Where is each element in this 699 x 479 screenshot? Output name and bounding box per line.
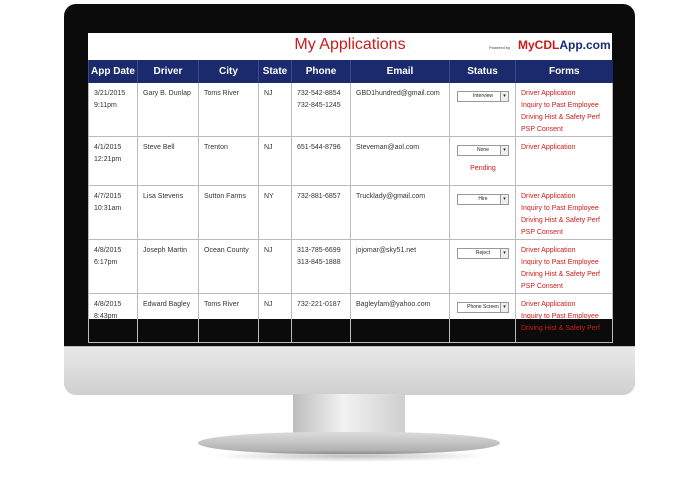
forms-cell [516, 83, 613, 137]
column-header-phone[interactable]: Phone [292, 60, 351, 83]
monitor-chin [64, 346, 635, 395]
phone-primary: 313-785-6699 [297, 247, 341, 254]
app-date-cell [89, 137, 138, 186]
status-value: None [477, 147, 489, 153]
app-date: 4/8/2015 [94, 301, 122, 308]
driver-cell: Lisa Stevens [138, 186, 199, 240]
status-cell [450, 294, 516, 343]
status-dropdown[interactable] [457, 145, 509, 156]
screen [88, 33, 612, 332]
powered-by-label: Powered by [489, 45, 511, 50]
form-link-driver-application[interactable]: Driver Application [521, 144, 576, 151]
app-time: 12:21pm [94, 156, 122, 163]
driver-cell: Joseph Martin [138, 240, 199, 294]
app-time: 8:43pm [94, 313, 118, 320]
status-dropdown[interactable] [457, 194, 509, 205]
phone-primary: 732-221-0187 [297, 301, 341, 308]
table-row [89, 294, 613, 343]
app-date-cell [89, 240, 138, 294]
forms-cell [516, 186, 613, 240]
column-header-city[interactable]: City [199, 60, 259, 83]
form-link-psp-consent[interactable]: PSP Consent [521, 229, 563, 236]
column-header-driver[interactable]: Driver [138, 60, 199, 83]
email-cell: Trucklady@gmail.com [351, 186, 450, 240]
form-link-driving-history[interactable]: Driving Hist & Safety Perf [521, 114, 600, 121]
city-cell: Toms River [199, 294, 259, 343]
app-date: 4/8/2015 [94, 247, 122, 254]
app-date: 4/1/2015 [94, 144, 122, 151]
app-date-cell [89, 186, 138, 240]
driver-cell: Steve Bell [138, 137, 199, 186]
app-time: 9:11pm [94, 102, 117, 109]
state-cell: NJ [259, 294, 292, 343]
status-value: Hire [478, 196, 488, 202]
status-cell [450, 240, 516, 294]
applications-table [88, 60, 613, 343]
forms-cell [516, 137, 613, 186]
email-cell: Steveman@aol.com [351, 137, 450, 186]
forms-cell [516, 294, 613, 343]
app-header [88, 33, 612, 60]
phone-cell [292, 294, 351, 343]
phone-cell [292, 137, 351, 186]
column-header-state[interactable]: State [259, 60, 292, 83]
phone-cell [292, 186, 351, 240]
form-link-driving-history[interactable]: Driving Hist & Safety Perf [521, 271, 600, 278]
phone-primary: 732-881-6857 [297, 193, 341, 200]
brand-prefix: MyCDL [518, 38, 560, 52]
table-row [89, 186, 613, 240]
form-link-driving-history[interactable]: Driving Hist & Safety Perf [521, 325, 600, 332]
status-cell [450, 83, 516, 137]
chevron-down-icon[interactable]: ▾ [500, 249, 508, 258]
phone-secondary: 313-845-1888 [297, 259, 341, 266]
state-cell: NJ [259, 83, 292, 137]
status-value: Reject [475, 250, 491, 256]
phone-cell [292, 83, 351, 137]
brand-logo[interactable] [518, 38, 611, 52]
table-row [89, 240, 613, 294]
chevron-down-icon[interactable]: ▾ [500, 195, 508, 204]
page-title: My Applications [294, 36, 406, 53]
app-date-cell [89, 294, 138, 343]
phone-secondary: 732-845-1245 [297, 102, 341, 109]
app-time: 10:31am [94, 205, 122, 212]
status-cell [450, 186, 516, 240]
brand-suffix: App.com [559, 38, 611, 52]
form-link-driver-application[interactable]: Driver Application [521, 301, 576, 308]
monitor-stand-neck [293, 394, 405, 436]
status-note: Pending [470, 165, 496, 172]
form-link-inquiry-past-employee[interactable]: Inquiry to Past Employee [521, 205, 599, 212]
phone-cell [292, 240, 351, 294]
driver-cell: Gary B. Dunlap [138, 83, 199, 137]
column-header-app-date[interactable]: App Date [89, 60, 138, 83]
form-link-inquiry-past-employee[interactable]: Inquiry to Past Employee [521, 102, 599, 109]
form-link-driver-application[interactable]: Driver Application [521, 90, 576, 97]
chevron-down-icon[interactable]: ▾ [500, 303, 508, 312]
column-header-email[interactable]: Email [351, 60, 450, 83]
status-cell [450, 137, 516, 186]
city-cell: Sutton Farms [199, 186, 259, 240]
app-time: 6:17pm [94, 259, 118, 266]
state-cell: NY [259, 186, 292, 240]
state-cell: NJ [259, 240, 292, 294]
form-link-psp-consent[interactable]: PSP Consent [521, 126, 563, 133]
email-cell: Bagleyfam@yahoo.com [351, 294, 450, 343]
status-dropdown[interactable] [457, 248, 509, 259]
column-header-forms[interactable]: Forms [516, 60, 613, 83]
chevron-down-icon[interactable]: ▾ [500, 146, 508, 155]
email-cell: GBD1hundred@gmail.com [351, 83, 450, 137]
form-link-driver-application[interactable]: Driver Application [521, 193, 576, 200]
app-date: 4/7/2015 [94, 193, 122, 200]
table-row [89, 137, 613, 186]
form-link-inquiry-past-employee[interactable]: Inquiry to Past Employee [521, 259, 599, 266]
city-cell: Ocean County [199, 240, 259, 294]
form-link-driver-application[interactable]: Driver Application [521, 247, 576, 254]
monitor-shadow [210, 450, 490, 462]
form-link-driving-history[interactable]: Driving Hist & Safety Perf [521, 217, 600, 224]
state-cell: NJ [259, 137, 292, 186]
city-cell: Trenton [199, 137, 259, 186]
column-header-status[interactable]: Status [450, 60, 516, 83]
status-value: Interview [472, 93, 493, 99]
phone-primary: 651-544-8796 [297, 144, 341, 151]
table-row [89, 83, 613, 137]
driver-cell: Edward Bagley [138, 294, 199, 343]
form-link-psp-consent[interactable]: PSP Consent [521, 283, 563, 290]
email-cell: jojomar@sky51.net [351, 240, 450, 294]
table-header-row [89, 60, 613, 83]
chevron-down-icon[interactable]: ▾ [500, 92, 508, 101]
phone-primary: 732-542-8854 [297, 90, 341, 97]
city-cell: Toms River [199, 83, 259, 137]
forms-cell [516, 240, 613, 294]
form-link-inquiry-past-employee[interactable]: Inquiry to Past Employee [521, 313, 599, 320]
status-dropdown[interactable] [457, 91, 509, 102]
app-date-cell [89, 83, 138, 137]
app-date: 3/21/2015 [94, 90, 126, 97]
status-value: Phone Screen [467, 304, 499, 310]
status-dropdown[interactable] [457, 302, 509, 313]
